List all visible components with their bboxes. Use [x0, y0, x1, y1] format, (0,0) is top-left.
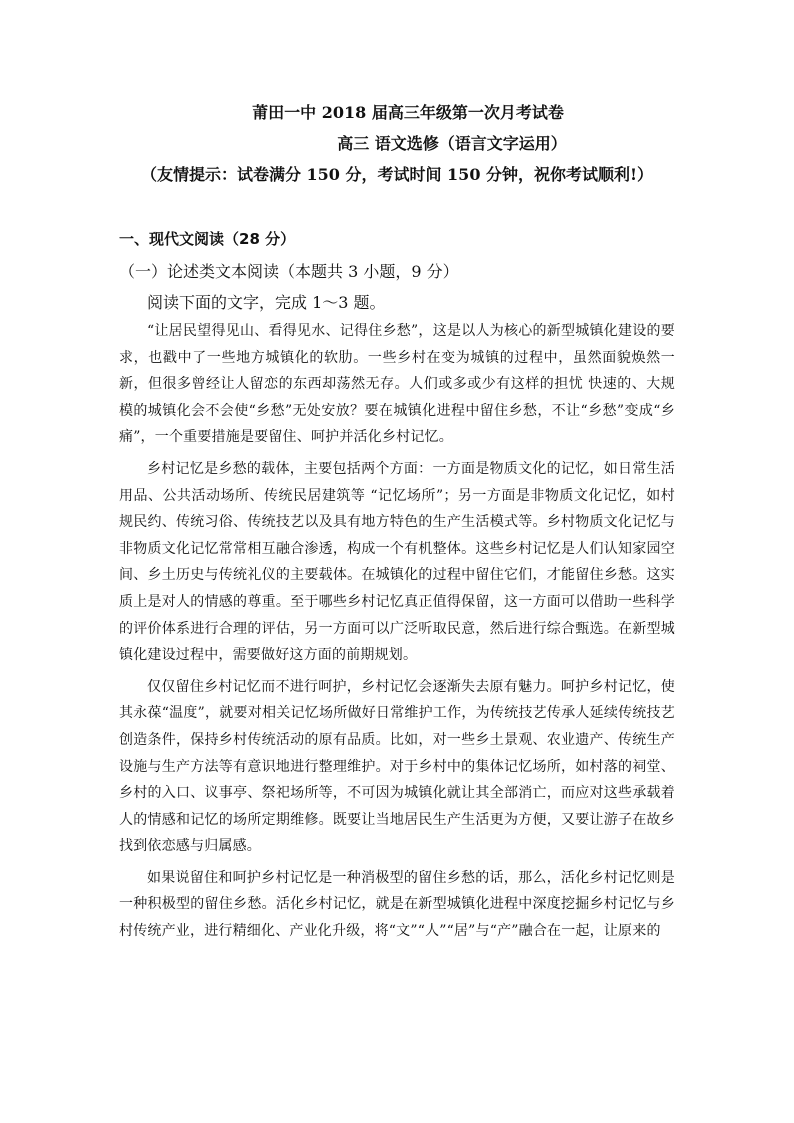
passage-paragraph-4: 如果说留住和呵护乡村记忆是一种消极型的留住乡愁的话，那么，活化乡村记忆则是一种积极型的留住乡愁。活化乡村记忆，就是在新型城镇化进程中深度挖掘乡村记忆与乡村传统产业，进行精细化、产业化升级，将“文”“人”“居”与“产”融合在一起，让原来的: [119, 869, 675, 940]
reading-instruction: 阅读下面的文字，完成 1～3 题。: [147, 293, 386, 312]
exam-title: 莆田一中 2018 届高三年级第一次月考试卷: [252, 103, 564, 122]
subsection-heading: （一）论述类文本阅读（本题共 3 小题，9 分）: [119, 262, 459, 281]
section-heading: 一、现代文阅读（28 分）: [119, 230, 296, 248]
exam-subtitle: 高三 语文选修（语言文字运用）: [337, 134, 567, 153]
exam-note: （友情提示：试卷满分 150 分，考试时间 150 分钟，祝你考试顺利!）: [140, 165, 654, 184]
passage-paragraph-3: 仅仅留住乡村记忆而不进行呵护，乡村记忆会逐渐失去原有魅力。呵护乡村记忆，使其永葆“温度”，就要对相关记忆场所做好日常维护工作，为传统技艺传承人延续传统技艺创造条件，保持乡村传统活动的原有品质。比如，对一些乡土景观、农业遗产、传统生产设施与生产方法等有意识地进行整理维护。对于乡村中的集体记忆场所，如村落的祠堂、乡村的入口、议事亭、祭祀场所等，不可因为城镇化就让其全部消亡，而应对这些承载着人的情感和记忆的场所定期维修。既要让当地居民生产生活更为方便，又要让游子在故乡找到依恋感与归属感。: [119, 678, 675, 855]
passage-paragraph-2: 乡村记忆是乡愁的载体，主要包括两个方面：一方面是物质文化的记忆，如日常生活用品、公共活动场所、传统民居建筑等 “记忆场所”；另一方面是非物质文化记忆，如村规民约、传统习俗、传统技艺以及具有地方特色的生产生活模式等。乡村物质文化记忆与非物质文化记忆常常相互融合渗透，构成一个有机整体。这些乡村记忆是人们认知家园空间、乡土历史与传统礼仪的主要载体。在城镇化的过程中留住它们，才能留住乡愁。这实质上是对人的情感的尊重。至于哪些乡村记忆真正值得保留，这一方面可以借助一些科学的评价体系进行合理的评估，另一方面可以广泛听取民意，然后进行综合甄选。在新型城镇化建设过程中，需要做好这方面的前期规划。: [119, 460, 675, 664]
reading-passage: [119, 318, 675, 950]
passage-paragraph-1: “让居民望得见山、看得见水、记得住乡愁”，这是以人为核心的新型城镇化建设的要求，也戳中了一些地方城镇化的软肋。一些乡村在变为城镇的过程中，虽然面貌焕然一新，但很多曾经让人留恋的东西却荡然无存。人们或多或少有这样的担忧 快速的、大规模的城镇化会不会使“乡愁”无处安放？要在城镇化进程中留住乡愁，不让“乡愁”变成“乡痛”，一个重要措施是要留住、呵护并活化乡村记忆。: [119, 323, 675, 446]
